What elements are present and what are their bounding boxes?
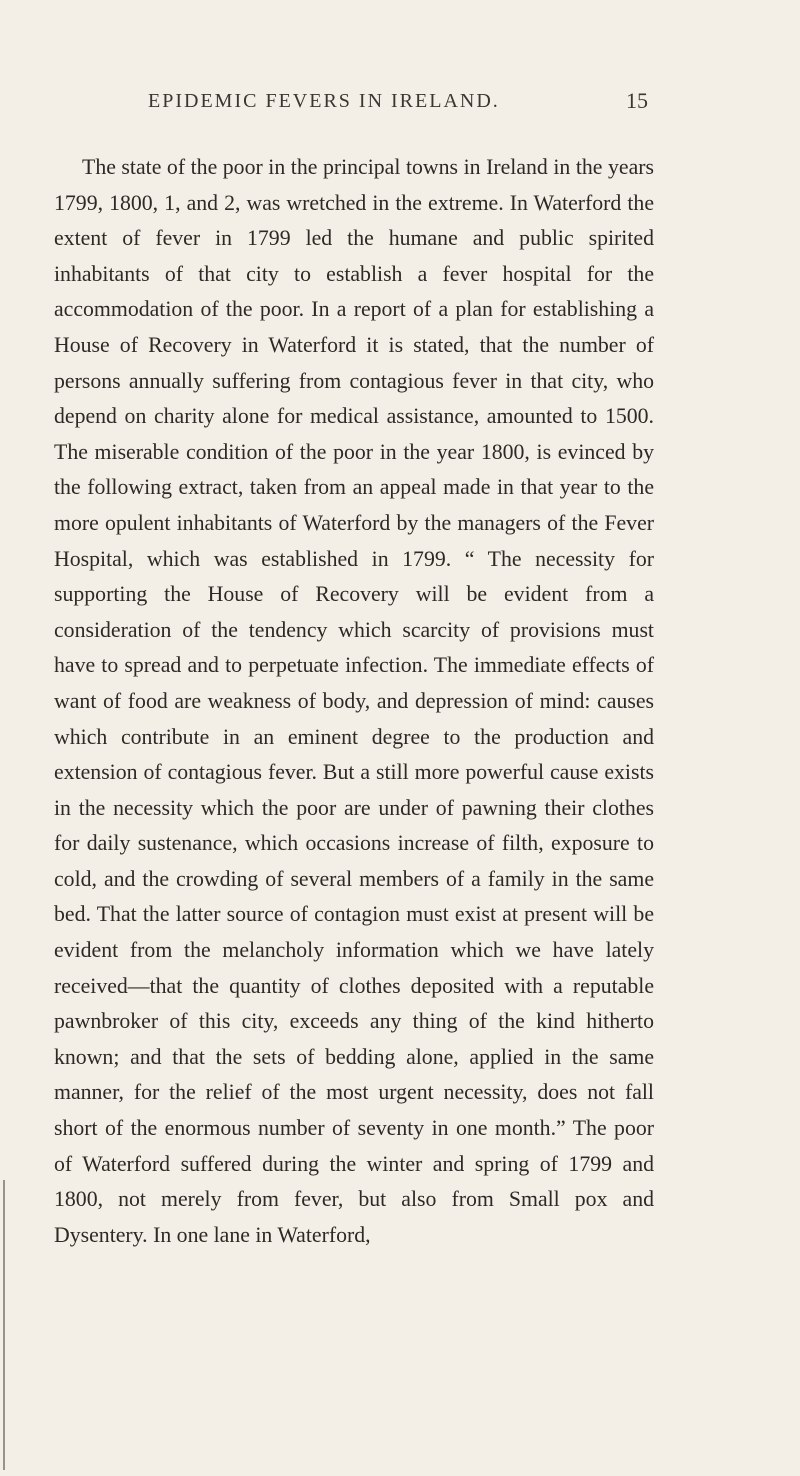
page-number: 15 bbox=[626, 88, 648, 113]
running-title: EPIDEMIC FEVERS IN IRELAND. bbox=[148, 90, 500, 112]
body-paragraph: The state of the poor in the principal towns in Ireland in the years 1799, 1800, 1, and 2, was wretched in the extreme. In Waterford the extent of fever in 1799 led the humane and public spirited inhabitants of that city to establish a fever hospital for the accommodation of the poor. In a report of a plan for establishing a House of Recovery in Waterford it is stated, that the number of persons annually suffering from contagious fever in that city, who depend on charity alone for medical assistance, amounted to 1500. The miserable condition of the poor in the year 1800, is evinced by the following extract, taken from an appeal made in that year to the more opulent inhabitants of Waterford by the managers of the Fever Hospital, which was established in 1799. “ The necessity for supporting the House of Recovery will be evident from a consideration of the tendency which scarcity of provisions must have to spread and to perpetuate infection. The immediate effects of want of food are weakness of body, and depression of mind: causes which contribute in an eminent degree to the production and extension of contagious fever. But a still more powerful cause exists in the necessity which the poor are under of pawning their clothes for daily sustenance, which occasions increase of filth, exposure to cold, and the crowding of several members of a family in the same bed. That the latter source of contagion must exist at present will be evident from the melancholy information which we have lately received—that the quantity of clothes deposited with a reputable pawnbroker of this city, exceeds any thing of the kind hitherto known; and that the sets of bedding alone, applied in the same manner, for the relief of the most urgent necessity, does not fall short of the enormous number of seventy in one month.” The poor of Waterford suffered during the winter and spring of 1799 and 1800, not merely from fever, but also from Small pox and Dysentery. In one lane in Waterford, bbox=[54, 155, 654, 1247]
running-head bbox=[0, 90, 800, 130]
page-edge-mark bbox=[3, 1180, 5, 1470]
